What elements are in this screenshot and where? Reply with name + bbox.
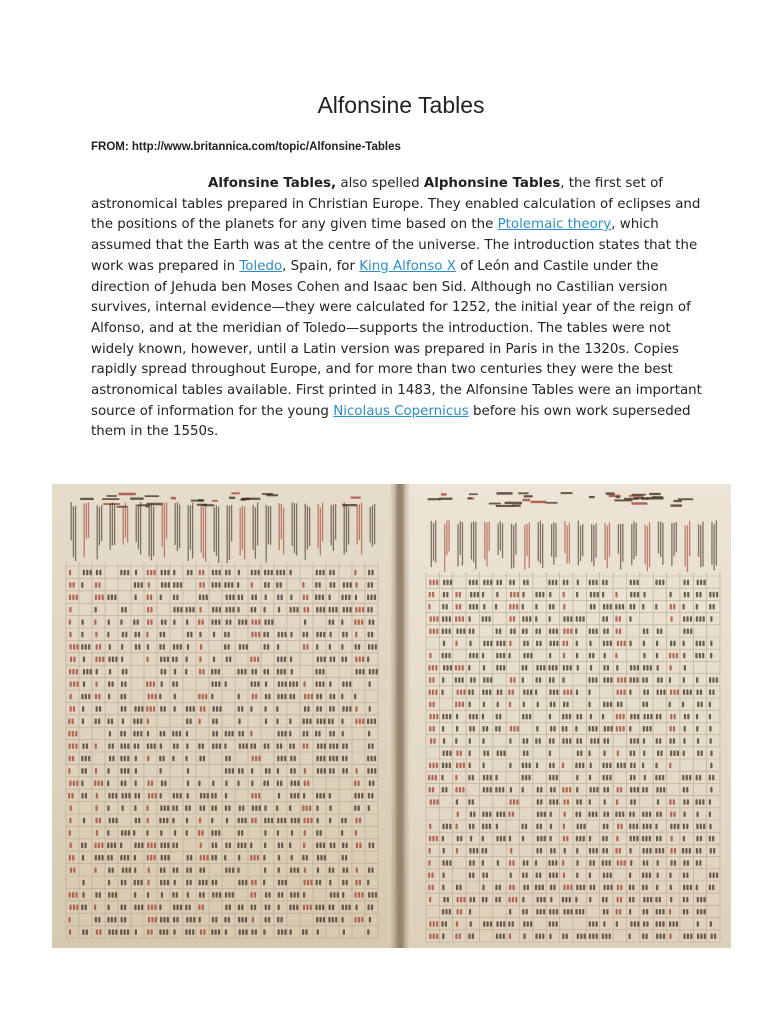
book-gutter — [390, 484, 410, 948]
manuscript-right-table — [404, 484, 731, 948]
paragraph-text: of León and Castile under the direction of Jehuda ben Moses Cohen and Isaac ben Sid. Although no Castilian version survives, internal evidence—they were calculated for 1252, the initial year of the reign of Alfonso, and at the meridian of Toledo—supports the introduction. The tables were not widely known, however, until a Latin version was prepared in Paris in the 1320s. Copies rapidly spread throughout Europe, and for more than two centuries they were the best astronomical tables available. First printed in 1483, the Alfonsine Tables were an important source of information for the young — [91, 258, 702, 419]
article-paragraph — [91, 174, 717, 443]
paragraph-text: before his own work superseded them in the 1550s. — [91, 403, 691, 440]
link-nicolaus-copernicus[interactable]: Nicolaus Copernicus — [333, 403, 469, 419]
link-king-alfonso-x[interactable]: King Alfonso X — [359, 258, 456, 274]
term-bold: Alfonsine Tables, — [208, 176, 337, 191]
manuscript-photo — [52, 484, 731, 948]
manuscript-right-page — [404, 484, 731, 948]
paragraph-text: also spelled — [336, 176, 424, 191]
term-bold: Alphonsine Tables — [423, 176, 561, 191]
page-title: Alfonsine Tables — [317, 92, 485, 118]
manuscript-left-page — [52, 484, 396, 948]
paragraph-text: , which assumed that the Earth was at the centre of the universe. The introduction states that the work was prepared in — [91, 217, 698, 274]
paragraph-text: , Spain, for — [282, 258, 360, 274]
paragraph-text: , the first set of astronomical tables prepared in Christian Europe. They enabled calculation of eclipses and the positions of the planets for any given time based on the — [91, 176, 701, 233]
link-toledo[interactable]: Toledo — [239, 258, 283, 274]
link-ptolemaic-theory[interactable]: Ptolemaic theory — [497, 217, 612, 233]
manuscript-left-table — [52, 484, 396, 948]
source-line: FROM: http://www.britannica.com/topic/Alfonsine-Tables — [91, 141, 401, 153]
